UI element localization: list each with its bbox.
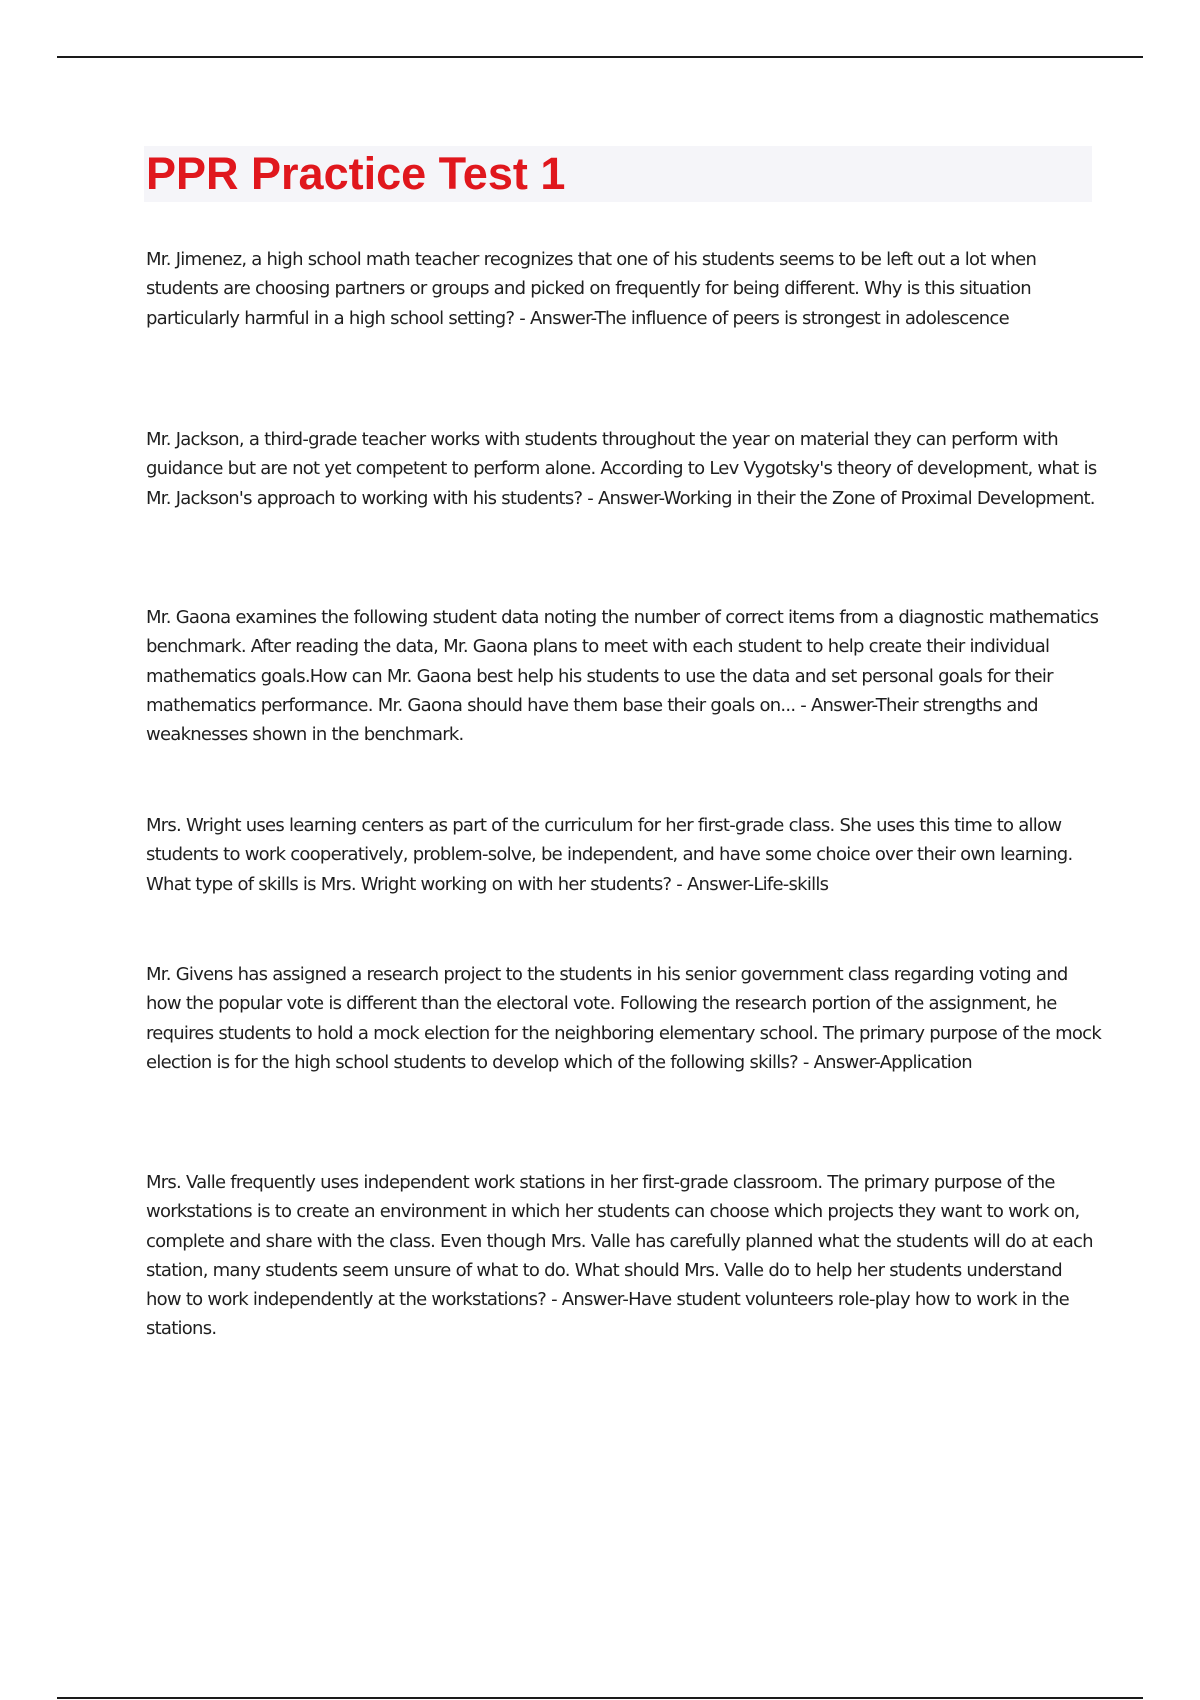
question-answer-5: Mr. Givens has assigned a research project to the students in his senior government class regarding voting and how the popular vote is different than the electoral vote. Following the research portion of the assignment, he requires students to hold a mock election for the neighboring elementary school. The primary purpose of the mock election is for the high school students to develop which of the following skills? - Answer-Application	[146, 964, 1101, 1073]
document-title: PPR Practice Test 1	[146, 148, 566, 199]
top-divider	[57, 56, 1143, 58]
question-answer-4: Mrs. Wright uses learning centers as part of the curriculum for her first-grade class. She uses this time to allow students to work cooperatively, problem-solve, be independent, and have some choice over their own learning. What type of skills is Mrs. Wright working on with her students? - Answer-Life-skills	[146, 815, 1073, 895]
question-answer-3: Mr. Gaona examines the following student data noting the number of correct items from a diagnostic mathematics benchmark. After reading the data, Mr. Gaona plans to meet with each student to help create their individual mathematics goals.How can Mr. Gaona best help his students to use the data and set personal goals for their mathematics performance. Mr. Gaona should have them base their goals on... - Answer-Their strengths and weaknesses shown in the benchmark.	[146, 607, 1099, 746]
question-answer-2: Mr. Jackson, a third-grade teacher works with students throughout the year on material they can perform with guidance but are not yet competent to perform alone. According to Lev Vygotsky's theory of development, what is Mr. Jackson's approach to working with his students? - Answer-Working in their the Zone of Proximal Development.	[146, 429, 1097, 509]
bottom-divider	[57, 1697, 1143, 1699]
question-answer-1: Mr. Jimenez, a high school math teacher recognizes that one of his students seems to be left out a lot when students are choosing partners or groups and picked on frequently for being different. Why is this situation particularly harmful in a high school setting? - Answer-The influence of peers is strongest in adolescence	[146, 249, 1037, 329]
question-answer-6: Mrs. Valle frequently uses independent work stations in her first-grade classroom. The primary purpose of the workstations is to create an environment in which her students can choose which projects they want to work on, complete and share with the class. Even though Mrs. Valle has carefully planned what the students will do at each station, many students seem unsure of what to do. What should Mrs. Valle do to help her students understand how to work independently at the workstations? - Answer-Have student volunteers role-play how to work in the stations.	[146, 1172, 1093, 1340]
